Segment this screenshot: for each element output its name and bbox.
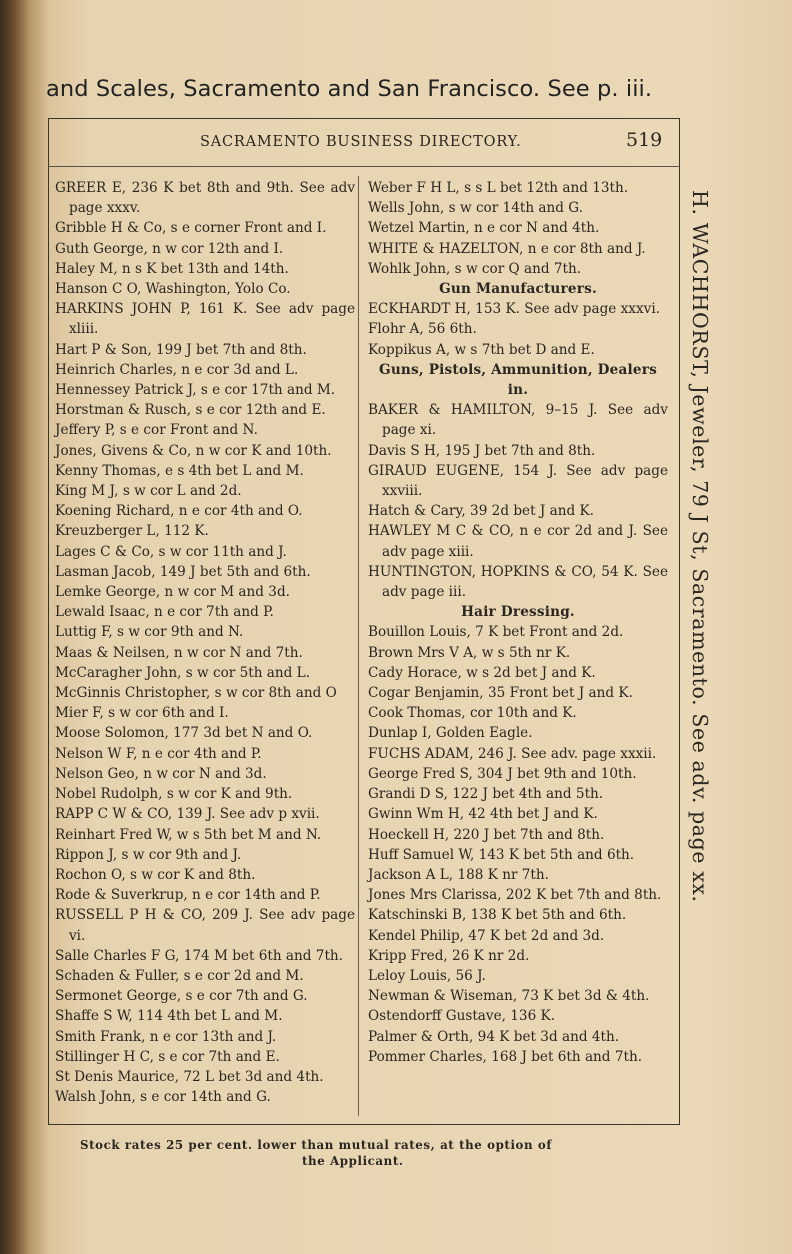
directory-entry: Gribble H & Co, s e corner Front and I. xyxy=(55,220,327,237)
directory-entry: Nelson Geo, n w cor N and 3d. xyxy=(55,765,267,782)
directory-entry: McCaragher John, s w cor 5th and L. xyxy=(55,664,311,681)
directory-entry: Hart P & Son, 199 J bet 7th and 8th. xyxy=(55,341,307,358)
directory-entry: Moose Solomon, 177 3d bet N and O. xyxy=(55,725,313,742)
right-column xyxy=(368,178,668,1067)
directory-entry: Haley M, n s K bet 13th and 14th. xyxy=(55,260,289,277)
category-heading: Guns, Pistols, Ammunition, Dealers in. xyxy=(379,361,657,399)
directory-entry: Katschinski B, 138 K bet 5th and 6th. xyxy=(368,907,627,924)
directory-entry: Nobel Rudolph, s w cor K and 9th. xyxy=(55,786,293,803)
directory-entry: Stillinger H C, s e cor 7th and E. xyxy=(55,1048,280,1065)
running-head: SACRAMENTO BUSINESS DIRECTORY. xyxy=(200,134,522,150)
directory-entry: Gwinn Wm H, 42 4th bet J and K. xyxy=(368,806,598,823)
directory-entry: GIRAUD EUGENE, 154 J. See adv page xxviii. xyxy=(368,462,668,500)
page-number: 519 xyxy=(626,129,663,151)
directory-entry: Luttig F, s w cor 9th and N. xyxy=(55,624,244,641)
directory-entry: George Fred S, 304 J bet 9th and 10th. xyxy=(368,765,637,782)
left-column xyxy=(55,178,355,1107)
directory-entry: Lewald Isaac, n e cor 7th and P. xyxy=(55,604,274,621)
directory-entry: Huff Samuel W, 143 K bet 5th and 6th. xyxy=(368,846,635,863)
directory-entry: Cady Horace, w s 2d bet J and K. xyxy=(368,664,596,681)
footer-line-2: the Applicant. xyxy=(302,1154,404,1168)
directory-entry: Lages C & Co, s w cor 11th and J. xyxy=(55,543,287,560)
directory-entry: King M J, s w cor L and 2d. xyxy=(55,483,242,500)
directory-entry: WHITE & HAZELTON, n e cor 8th and J. xyxy=(368,240,646,257)
directory-entry: HARKINS JOHN P, 161 K. See adv page xliii. xyxy=(55,301,355,338)
directory-entry: Heinrich Charles, n e cor 3d and L. xyxy=(55,361,299,378)
directory-entry: RUSSELL P H & CO, 209 J. See adv page vi. xyxy=(55,907,355,944)
directory-entry: Jones Mrs Clarissa, 202 K bet 7th and 8th. xyxy=(368,887,662,904)
directory-entry: Cook Thomas, cor 10th and K. xyxy=(368,705,577,722)
directory-entry: Walsh John, s e cor 14th and G. xyxy=(55,1089,271,1106)
directory-entry: Wells John, s w cor 14th and G. xyxy=(368,200,583,217)
directory-entry: Nelson W F, n e cor 4th and P. xyxy=(55,745,262,762)
directory-entry: Palmer & Orth, 94 K bet 3d and 4th. xyxy=(368,1028,620,1045)
directory-entry: GREER E, 236 K bet 8th and 9th. See adv page xxxv. xyxy=(55,180,355,217)
footer-note xyxy=(80,1137,680,1169)
side-advertisement: H. WACHHORST, Jeweler, 79 J St, Sacramento. See adv. page xx. xyxy=(688,190,712,903)
footer-line-1: Stock rates 25 per cent. lower than mutual rates, at the option of xyxy=(80,1138,553,1152)
directory-entry: Schaden & Fuller, s e cor 2d and M. xyxy=(55,967,304,984)
directory-entry: Sermonet George, s e cor 7th and G. xyxy=(55,988,308,1005)
directory-entry: Shaffe S W, 114 4th bet L and M. xyxy=(55,1008,283,1025)
directory-entry: HUNTINGTON, HOPKINS & CO, 54 K. See adv page iii. xyxy=(368,563,668,601)
directory-entry: Hanson C O, Washington, Yolo Co. xyxy=(55,281,291,298)
directory-entry: Smith Frank, n e cor 13th and J. xyxy=(55,1028,277,1045)
directory-entry: Wohlk John, s w cor Q and 7th. xyxy=(368,260,582,277)
directory-entry: BAKER & HAMILTON, 9–15 J. See adv page xi. xyxy=(368,402,668,439)
directory-entry: Wetzel Martin, n e cor N and 4th. xyxy=(368,220,600,237)
directory-entry: Ostendorff Gustave, 136 K. xyxy=(368,1008,556,1025)
directory-entry: Kendel Philip, 47 K bet 2d and 3d. xyxy=(368,927,605,944)
directory-entry: ECKHARDT H, 153 K. See adv page xxxvi. xyxy=(368,301,660,318)
directory-entry: Brown Mrs V A, w s 5th nr K. xyxy=(368,644,571,661)
directory-entry: Salle Charles F G, 174 M bet 6th and 7th. xyxy=(55,947,343,964)
directory-entry: Davis S H, 195 J bet 7th and 8th. xyxy=(368,442,596,459)
directory-entry: Pommer Charles, 168 J bet 6th and 7th. xyxy=(368,1048,643,1065)
directory-entry: Jeffery P, s e cor Front and N. xyxy=(55,422,258,439)
directory-entry: Newman & Wiseman, 73 K bet 3d & 4th. xyxy=(368,988,650,1005)
directory-entry: Guth George, n w cor 12th and I. xyxy=(55,240,284,257)
category-heading: Hair Dressing. xyxy=(461,604,575,621)
directory-entry: Grandi D S, 122 J bet 4th and 5th. xyxy=(368,786,604,803)
directory-entry: HAWLEY M C & CO, n e cor 2d and J. See adv page xiii. xyxy=(368,523,668,560)
column-divider xyxy=(358,176,359,1116)
directory-entry: Rode & Suverkrup, n e cor 14th and P. xyxy=(55,887,321,904)
directory-entry: Hennessey Patrick J, s e cor 17th and M. xyxy=(55,382,336,399)
directory-entry: FUCHS ADAM, 246 J. See adv. page xxxii. xyxy=(368,745,657,762)
directory-entry: Hatch & Cary, 39 2d bet J and K. xyxy=(368,503,595,520)
directory-entry: Lasman Jacob, 149 J bet 5th and 6th. xyxy=(55,563,311,580)
directory-entry: Cogar Benjamin, 35 Front bet J and K. xyxy=(368,685,633,702)
directory-entry: Jones, Givens & Co, n w cor K and 10th. xyxy=(55,442,332,459)
directory-entry: Kreuzberger L, 112 K. xyxy=(55,523,209,540)
category-heading: Gun Manufacturers. xyxy=(439,281,597,298)
header-rule xyxy=(48,166,680,167)
directory-entry: Mier F, s w cor 6th and I. xyxy=(55,705,229,722)
directory-entry: Leloy Louis, 56 J. xyxy=(368,967,486,984)
top-banner: and Scales, Sacramento and San Francisco. See p. iii. xyxy=(46,76,653,102)
directory-entry: Hoeckell H, 220 J bet 7th and 8th. xyxy=(368,826,605,843)
directory-entry: Kenny Thomas, e s 4th bet L and M. xyxy=(55,462,304,479)
directory-entry: Horstman & Rusch, s e cor 12th and E. xyxy=(55,402,326,419)
directory-entry: Weber F H L, s s L bet 12th and 13th. xyxy=(368,180,629,196)
directory-entry: Maas & Neilsen, n w cor N and 7th. xyxy=(55,644,303,661)
directory-entry: St Denis Maurice, 72 L bet 3d and 4th. xyxy=(55,1068,324,1085)
directory-entry: Koening Richard, n e cor 4th and O. xyxy=(55,503,303,520)
directory-entry: Rippon J, s w cor 9th and J. xyxy=(55,846,242,863)
directory-entry: Kripp Fred, 26 K nr 2d. xyxy=(368,947,530,964)
directory-entry: Reinhart Fred W, w s 5th bet M and N. xyxy=(55,826,322,843)
directory-entry: RAPP C W & CO, 139 J. See adv p xvii. xyxy=(55,806,320,823)
directory-entry: Dunlap I, Golden Eagle. xyxy=(368,725,533,742)
directory-entry: Flohr A, 56 6th. xyxy=(368,321,477,338)
directory-entry: Koppikus A, w s 7th bet D and E. xyxy=(368,341,595,358)
directory-entry: Lemke George, n w cor M and 3d. xyxy=(55,584,290,601)
directory-entry: Rochon O, s w cor K and 8th. xyxy=(55,866,256,883)
directory-entry: McGinnis Christopher, s w cor 8th and O xyxy=(55,685,337,702)
directory-entry: Bouillon Louis, 7 K bet Front and 2d. xyxy=(368,624,624,641)
directory-entry: Jackson A L, 188 K nr 7th. xyxy=(368,866,549,883)
